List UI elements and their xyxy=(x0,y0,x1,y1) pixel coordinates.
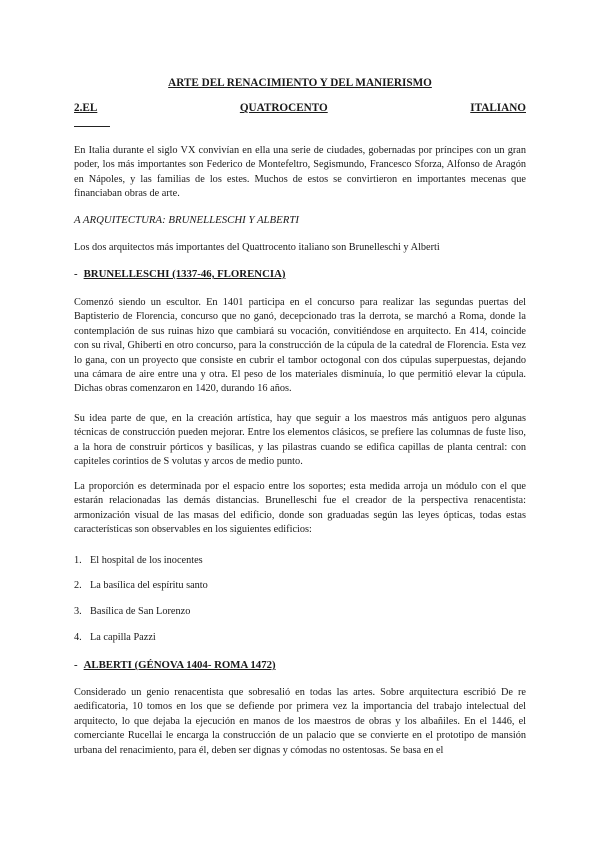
section-word: QUATROCENTO xyxy=(239,102,328,114)
list-item xyxy=(74,632,526,643)
alberti-heading xyxy=(74,659,526,671)
heading-dash: - xyxy=(74,268,78,280)
list-text: La basílica del espíritu santo xyxy=(90,580,208,591)
list-number: 4. xyxy=(74,632,82,643)
list-number: 2. xyxy=(74,580,82,591)
section-heading xyxy=(74,102,526,114)
list-text: La capilla Pazzi xyxy=(90,632,156,643)
brunelleschi-heading-text: BRUNELLESCHI (1337-46, FLORENCIA) xyxy=(83,268,286,280)
brunelleschi-paragraph-3: La proporción es determinada por el espacio entre los soportes; esta medida arroja un módulo con el que estarán relacionadas las demás distancias. Brunelleschi fue el creador de la perspectiva renacentista: armonización visual de las masas del edificio, donde son graduadas según las leyes ópticas, todas estas características son observables en los siguientes edificios: xyxy=(74,481,526,536)
brunelleschi-heading xyxy=(74,268,526,280)
architects-intro: Los dos arquitectos más importantes del Quattrocento italiano son Brunelleschi y Alberti xyxy=(74,242,440,253)
list-text: El hospital de los inocentes xyxy=(90,555,203,566)
alberti-heading-text: ALBERTI (GÉNOVA 1404- ROMA 1472) xyxy=(83,659,276,671)
section-number: 2.EL xyxy=(74,102,98,114)
heading-dash: - xyxy=(74,659,78,671)
section-underline xyxy=(74,126,110,127)
list-number: 1. xyxy=(74,555,82,566)
list-item xyxy=(74,606,526,617)
intro-paragraph: En Italia durante el siglo VX convivían en ella una serie de ciudades, gobernadas por príncipes con un gran poder, los más importantes son Federico de Montefeltro, Segismundo, Francesco Sforza, Alfonso de Aragón en Nápoles, y las familias de los estes. Muchos de estos se convirtieron en importantes mecenas que financiaban obras de arte. xyxy=(74,145,526,200)
section-country: ITALIANO xyxy=(470,102,526,114)
list-text: Basílica de San Lorenzo xyxy=(90,606,191,617)
list-item xyxy=(74,580,526,591)
document-title: ARTE DEL RENACIMIENTO Y DEL MANIERISMO xyxy=(168,77,432,89)
brunelleschi-paragraph-1: Comenzó siendo un escultor. En 1401 participa en el concurso para realizar las segundas puertas del Baptisterio de Florencia, concurso que no ganó, decepcionado tras la derrota, se marchó a Roma, donde la contemplación de sus ruinas hizo que cambiará su vocación, convitiéndose en arquitecto. En 414, coincide con su rival, Ghiberti en otro concurso, para la construcción de la cúpula de la catedral de Florencia. Esta vez lo gana, con un proyecto que consiste en cubrir el tambor octogonal con dos cúpulas superpuestas, dejando una cámara de aire entre una y otra. El peso de los materiales disminuía, lo que permitió elevar la cúpula. Dichas obras comenzaron en 1420, durando 16 años. xyxy=(74,297,526,395)
list-item xyxy=(74,555,526,566)
brunelleschi-paragraph-2: Su idea parte de que, en la creación artística, hay que seguir a los maestros más antiguos pero algunas técnicas de construcción pueden mejorar. Entre los elementos clásicos, se prefiere las columnas de fuste liso, a la hora de construir pórticos y basílicas, y las pilastras cuando se edifica capillas de planta central: con capiteles corintios de S volutas y arcos de medio punto. xyxy=(74,413,526,468)
architecture-subheading: A ARQUITECTURA: BRUNELLESCHI Y ALBERTI xyxy=(74,214,299,226)
alberti-paragraph-1: Considerado un genio renacentista que sobresalió en todas las artes. Sobre arquitectura escribió De re aedificatoria, 10 tomos en los que se defiende por primera vez la importancia del trabajo intelectual del arquitecto, lo que dejaba la ejecución en manos de los maestros de obras y los albañiles. En el 1446, el comerciante Rucellai le encarga la construcción de un palacio que se convierte en el prototipo de mansión urbana del renacimiento, para él, deben ser dignas y cómodas no ostentosas. Se basa en el xyxy=(74,687,526,756)
list-number: 3. xyxy=(74,606,82,617)
